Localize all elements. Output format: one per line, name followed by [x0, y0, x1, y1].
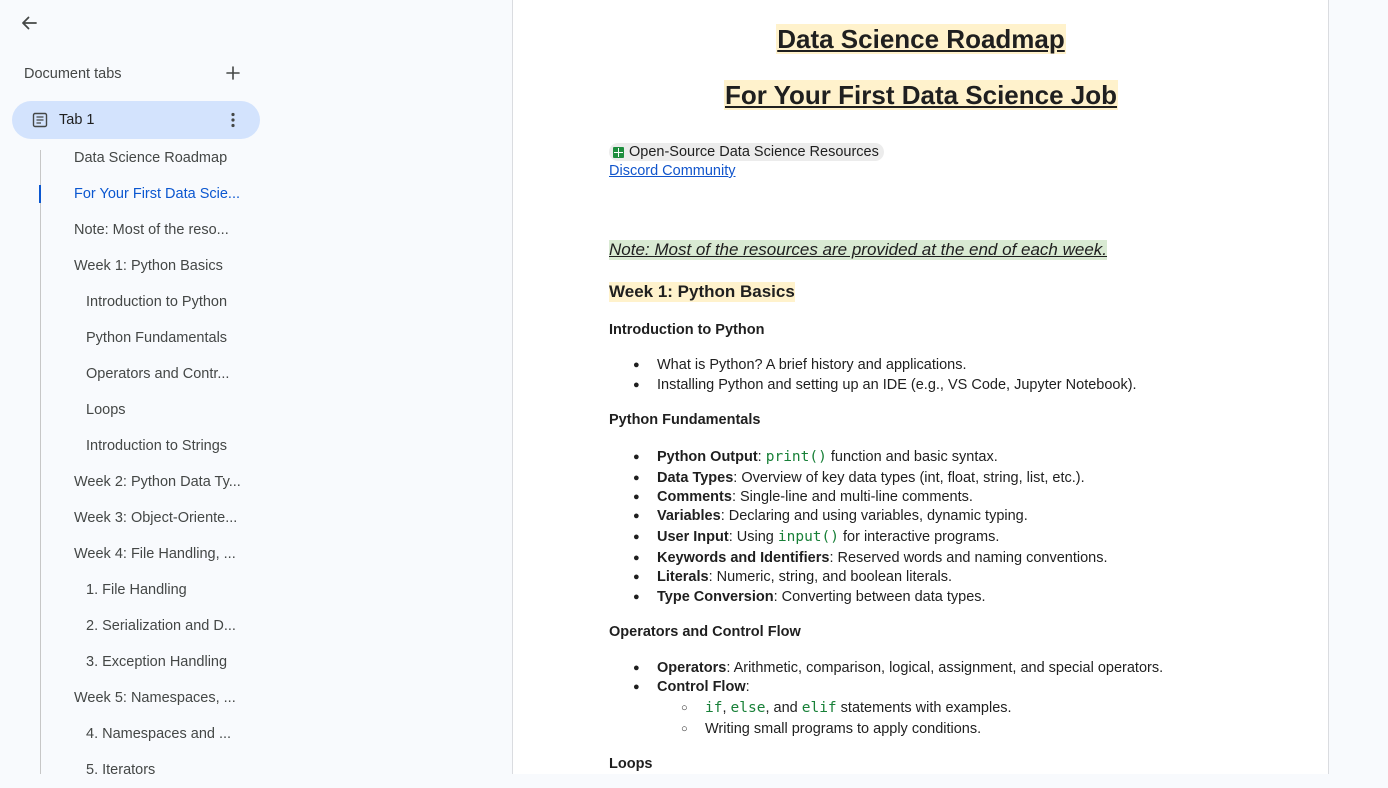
list-item: ● Operators: Arithmetic, comparison, logical, assignment, and special operators. — [657, 660, 1163, 676]
outline-item[interactable]: Week 2: Python Data Ty... — [74, 474, 241, 490]
arrow-left-icon — [19, 13, 39, 33]
list-item: ● Type Conversion: Converting between data types. — [657, 589, 986, 605]
list-item: ● Literals: Numeric, string, and boolean literals. — [657, 569, 952, 585]
outline-active-indicator — [39, 185, 41, 203]
outline-item[interactable]: Python Fundamentals — [86, 330, 228, 346]
list-item: ● User Input: Using input() for interactive programs. — [657, 529, 999, 545]
list-item: ● Control Flow: — [657, 679, 750, 695]
add-tab-button[interactable] — [222, 62, 244, 84]
sidebar — [0, 0, 512, 778]
outline-item[interactable]: 2. Serialization and D... — [86, 618, 236, 634]
outline-item[interactable]: Loops — [86, 402, 126, 418]
list-item: ● Keywords and Identifiers: Reserved words and naming conventions. — [657, 550, 1108, 566]
outline-item[interactable]: Week 1: Python Basics — [74, 258, 223, 274]
resources-smart-chip[interactable] — [609, 143, 884, 161]
outline-item[interactable]: 1. File Handling — [86, 582, 187, 598]
outline-item[interactable]: 4. Namespaces and ... — [86, 726, 232, 742]
list-item: ● What is Python? A brief history and applications. — [657, 357, 967, 373]
python-fundamentals-heading: Python Fundamentals — [609, 412, 761, 428]
doc-subtitle: For Your First Data Science Job — [724, 80, 1118, 110]
outline-item[interactable]: Week 5: Namespaces, ... — [74, 690, 236, 706]
list-item: ● Data Types: Overview of key data types (int, float, string, list, etc.). — [657, 470, 1085, 486]
outline-item[interactable]: Week 3: Object-Oriente... — [74, 510, 238, 526]
document-page[interactable] — [512, 0, 1329, 774]
week1-heading: Week 1: Python Basics — [609, 282, 795, 301]
tab-1[interactable] — [12, 101, 260, 139]
list-item: ● Python Output: print() function and basic syntax. — [657, 449, 998, 465]
outline-item[interactable]: Introduction to Strings — [86, 438, 228, 454]
outline-item[interactable]: Data Science Roadmap — [74, 150, 228, 166]
tab-options-button[interactable] — [222, 109, 244, 131]
document-tabs-header — [24, 64, 252, 84]
note-text: Note: Most of the resources are provided at the end of each week. — [609, 240, 1108, 259]
outline-item[interactable]: Week 4: File Handling, ... — [74, 546, 236, 562]
tab-label: Tab 1 — [59, 112, 95, 128]
sub-list-item: ○ Writing small programs to apply conditions. — [705, 721, 981, 737]
sheets-icon — [613, 147, 624, 158]
document-tabs-title: Document tabs — [24, 66, 122, 82]
outline-item[interactable]: 5. Iterators — [86, 762, 156, 778]
chip-label: Open-Source Data Science Resources — [629, 144, 879, 160]
sub-list-item: ○ if, else, and elif statements with examples. — [705, 700, 1012, 716]
outline-item[interactable]: For Your First Data Scie... — [74, 186, 241, 202]
list-item: ● Variables: Declaring and using variables, dynamic typing. — [657, 508, 1028, 524]
intro-python-heading: Introduction to Python — [609, 322, 765, 338]
list-item: ● Installing Python and setting up an IDE (e.g., VS Code, Jupyter Notebook). — [657, 377, 1137, 393]
discord-community-link[interactable]: Discord Community — [609, 163, 736, 179]
outline-item[interactable]: Operators and Contr... — [86, 366, 230, 382]
back-button[interactable] — [12, 6, 46, 40]
list-item: ● Comments: Single-line and multi-line comments. — [657, 489, 973, 505]
document-icon — [32, 112, 48, 128]
more-vert-icon — [231, 112, 235, 128]
outline-item[interactable]: 3. Exception Handling — [86, 654, 228, 670]
loops-heading: Loops — [609, 756, 653, 772]
doc-title: Data Science Roadmap — [777, 24, 1065, 54]
operators-control-flow-heading: Operators and Control Flow — [609, 624, 801, 640]
outline-item[interactable]: Note: Most of the reso... — [74, 222, 229, 238]
outline-guide-line — [40, 150, 41, 774]
plus-icon — [226, 66, 240, 80]
outline-item[interactable]: Introduction to Python — [86, 294, 228, 310]
